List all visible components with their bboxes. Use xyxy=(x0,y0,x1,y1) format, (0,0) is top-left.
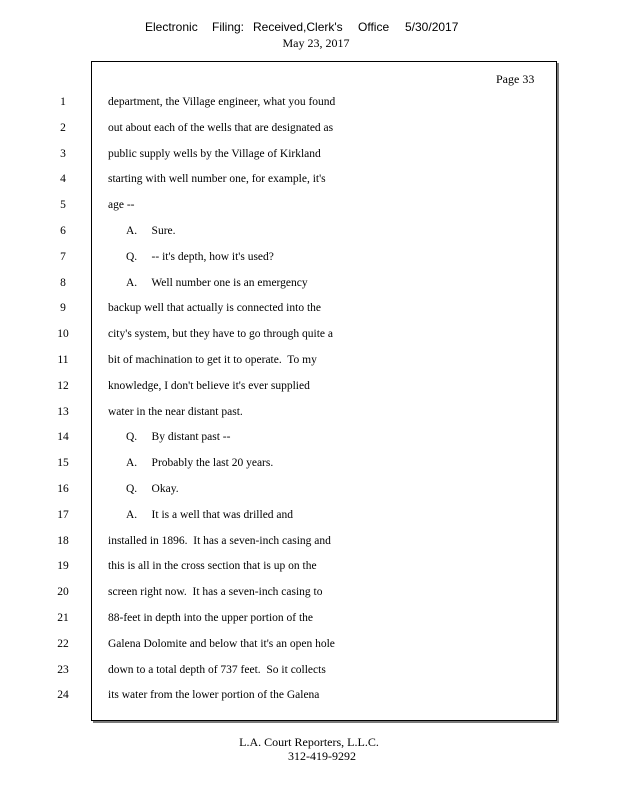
transcript-line xyxy=(0,457,618,473)
line-number: 10 xyxy=(57,328,69,341)
line-text: its water from the lower portion of the Galena xyxy=(108,689,320,702)
line-text: 88-feet in depth into the upper portion of the xyxy=(108,612,314,624)
line-text: screen right now. It has a seven-inch casing to xyxy=(108,586,323,599)
line-text: down to a total depth of 737 feet. So it collects xyxy=(108,663,326,676)
transcript-line xyxy=(0,560,618,576)
line-number: 5 xyxy=(60,199,66,212)
line-number: 23 xyxy=(57,663,69,676)
line-number: 19 xyxy=(57,560,69,573)
line-text: A. Probably the last 20 years. xyxy=(126,457,274,470)
transcript-line xyxy=(0,148,618,164)
transcript-line xyxy=(0,664,618,680)
line-number: 14 xyxy=(57,431,69,444)
transcript-line xyxy=(0,199,618,215)
line-text: out about each of the wells that are designated as xyxy=(108,121,334,134)
electronic-filing-stamp xyxy=(0,20,618,36)
transcript-line xyxy=(0,302,618,318)
line-text: starting with well number one, for example, it's xyxy=(108,173,326,186)
transcript-line xyxy=(0,431,618,447)
transcript-line xyxy=(0,251,618,267)
line-number: 16 xyxy=(57,483,69,495)
line-text: Q. Okay. xyxy=(126,483,179,495)
line-number: 20 xyxy=(57,586,69,599)
stamp-received-clerks: Received,Clerk's xyxy=(253,20,343,34)
line-text: this is all in the cross section that is up on the xyxy=(108,560,317,573)
line-number: 11 xyxy=(57,354,69,366)
transcript-line xyxy=(0,509,618,525)
transcript-line xyxy=(0,122,618,138)
transcript-line xyxy=(0,96,618,112)
line-number: 17 xyxy=(57,508,69,521)
line-text: A. It is a well that was drilled and xyxy=(126,508,294,521)
line-number: 13 xyxy=(57,405,69,418)
line-text: public supply wells by the Village of Kirkland xyxy=(108,147,321,160)
line-number: 9 xyxy=(60,302,66,315)
stamp-filing: Filing: xyxy=(212,20,245,34)
transcript-line xyxy=(0,483,618,499)
line-number: 18 xyxy=(57,534,69,547)
line-number: 21 xyxy=(57,612,69,624)
line-text: backup well that actually is connected into the xyxy=(108,302,321,315)
transcript-line xyxy=(0,225,618,241)
line-number: 6 xyxy=(60,225,66,237)
transcript-line xyxy=(0,406,618,422)
transcript-line xyxy=(0,535,618,551)
line-text: Q. -- it's depth, how it's used? xyxy=(126,250,274,263)
transcript-line xyxy=(0,586,618,602)
line-text: A. Sure. xyxy=(126,225,176,237)
stamp-filed-date: 5/30/2017 xyxy=(405,20,459,34)
line-text: installed in 1896. It has a seven-inch casing and xyxy=(108,534,331,547)
stamp-office: Office xyxy=(358,20,390,34)
line-text: age -- xyxy=(108,199,135,212)
transcript-line xyxy=(0,380,618,396)
line-number: 24 xyxy=(57,689,69,702)
transcript-line xyxy=(0,689,618,705)
transcript-line xyxy=(0,277,618,293)
line-number: 2 xyxy=(60,121,66,134)
line-number: 4 xyxy=(60,173,66,186)
line-text: city's system, but they have to go through quite a xyxy=(108,328,334,341)
line-text: bit of machination to get it to operate. To my xyxy=(108,354,317,366)
transcript-line xyxy=(0,173,618,189)
footer-company: L.A. Court Reporters, L.L.C. xyxy=(239,735,379,749)
line-number: 15 xyxy=(57,457,69,470)
transcript-line xyxy=(0,328,618,344)
line-number: 1 xyxy=(60,96,66,108)
line-number: 8 xyxy=(60,276,66,289)
line-number: 7 xyxy=(60,250,66,263)
line-text: water in the near distant past. xyxy=(108,405,243,418)
line-text: Q. By distant past -- xyxy=(126,431,231,444)
line-number: 12 xyxy=(57,379,69,392)
transcript-date: May 23, 2017 xyxy=(282,36,350,50)
stamp-electronic: Electronic xyxy=(145,20,198,34)
transcript-line xyxy=(0,354,618,370)
page-number: Page 33 xyxy=(496,72,535,86)
line-number: 22 xyxy=(57,637,69,650)
footer-phone: 312-419-9292 xyxy=(288,749,356,763)
line-text: department, the Village engineer, what you found xyxy=(108,96,336,108)
line-text: Galena Dolomite and below that it's an open hole xyxy=(108,637,335,650)
line-text: knowledge, I don't believe it's ever supplied xyxy=(108,379,310,392)
transcript-line xyxy=(0,638,618,654)
line-number: 3 xyxy=(60,147,66,160)
transcript-line xyxy=(0,612,618,628)
line-text: A. Well number one is an emergency xyxy=(126,276,308,289)
